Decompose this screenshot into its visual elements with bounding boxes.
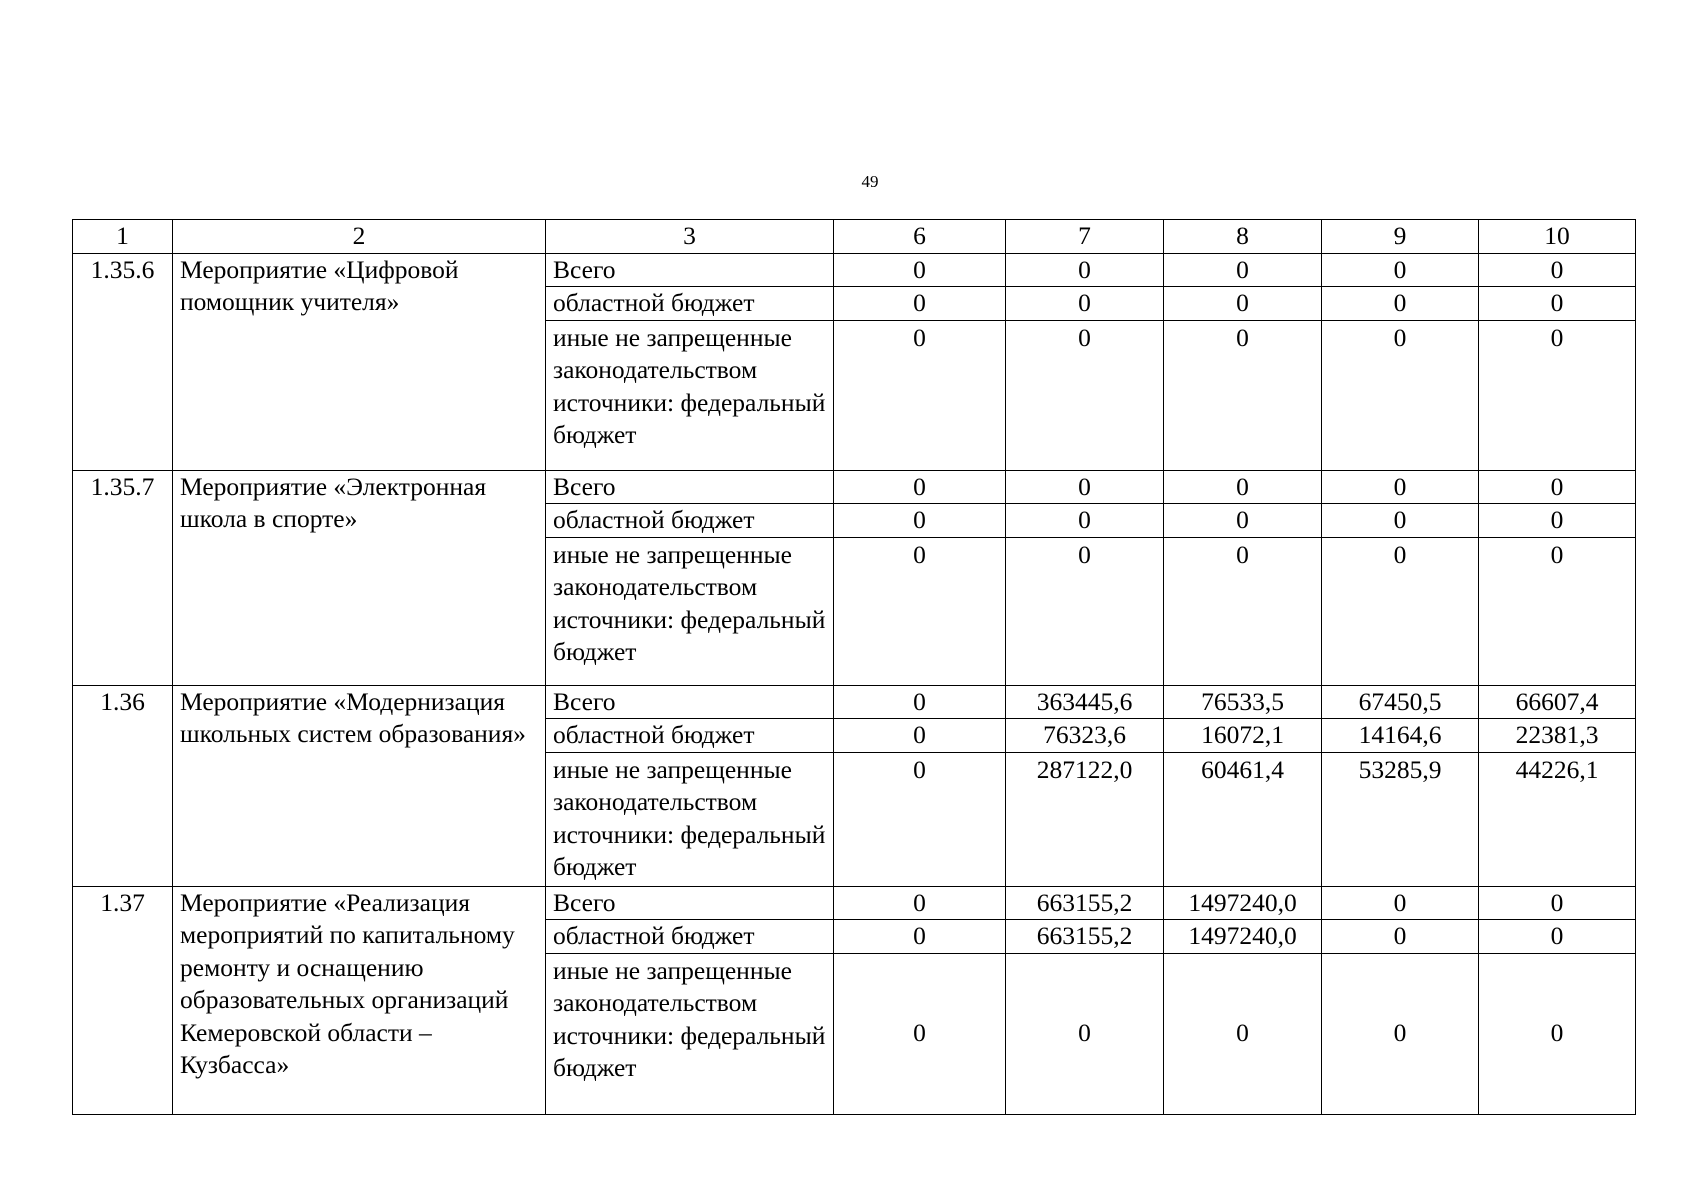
- value-cell: 0: [1164, 504, 1322, 538]
- value-cell: 0: [834, 253, 1006, 287]
- value-cell: 363445,6: [1006, 685, 1164, 719]
- value-cell: 76323,6: [1006, 719, 1164, 753]
- value-cell: 0: [1322, 253, 1479, 287]
- value-cell: 1497240,0: [1164, 886, 1322, 920]
- value-cell: 0: [1164, 537, 1322, 685]
- table-row: [73, 470, 1636, 504]
- value-cell: 0: [834, 719, 1006, 753]
- value-cell: 0: [1479, 470, 1636, 504]
- column-header: 6: [834, 220, 1006, 254]
- value-cell: 663155,2: [1006, 886, 1164, 920]
- value-cell: 0: [834, 752, 1006, 886]
- page-number: 49: [861, 172, 879, 191]
- value-cell: 0: [1479, 504, 1636, 538]
- item-name: Мероприятие «Модернизация школьных систем образования»: [173, 685, 546, 886]
- value-cell: 0: [1006, 320, 1164, 470]
- value-cell: 0: [834, 886, 1006, 920]
- value-cell: 0: [1479, 920, 1636, 954]
- value-cell: 0: [1164, 953, 1322, 1114]
- value-cell: 0: [1322, 953, 1479, 1114]
- value-cell: 0: [1479, 953, 1636, 1114]
- value-cell: 0: [834, 685, 1006, 719]
- value-cell: 0: [834, 287, 1006, 321]
- funding-source: иные не запрещенные законодательством источники: федеральный бюджет: [546, 752, 834, 886]
- item-number: 1.35.7: [73, 470, 173, 685]
- value-cell: 0: [1322, 920, 1479, 954]
- value-cell: 0: [834, 320, 1006, 470]
- value-cell: 0: [1164, 320, 1322, 470]
- value-cell: 1497240,0: [1164, 920, 1322, 954]
- header-row: [73, 220, 1636, 254]
- value-cell: 0: [1164, 287, 1322, 321]
- value-cell: 0: [1164, 253, 1322, 287]
- funding-source: Всего: [546, 886, 834, 920]
- funding-source: областной бюджет: [546, 287, 834, 321]
- value-cell: 14164,6: [1322, 719, 1479, 753]
- budget-table: [72, 219, 1636, 1115]
- value-cell: 0: [1479, 287, 1636, 321]
- item-number: 1.36: [73, 685, 173, 886]
- item-number: 1.35.6: [73, 253, 173, 470]
- item-name: Мероприятие «Цифровой помощник учителя»: [173, 253, 546, 470]
- value-cell: 0: [1164, 470, 1322, 504]
- value-cell: 0: [1006, 953, 1164, 1114]
- value-cell: 0: [1006, 470, 1164, 504]
- value-cell: 0: [834, 537, 1006, 685]
- value-cell: 53285,9: [1322, 752, 1479, 886]
- item-number: 1.37: [73, 886, 173, 1114]
- table-row: [73, 253, 1636, 287]
- value-cell: 0: [1322, 320, 1479, 470]
- funding-source: Всего: [546, 253, 834, 287]
- column-header: 8: [1164, 220, 1322, 254]
- value-cell: 0: [1006, 504, 1164, 538]
- item-name: Мероприятие «Реализация мероприятий по капитальному ремонту и оснащению образовательных организаций Кемеровской области – Кузбасса»: [173, 886, 546, 1114]
- column-header: 10: [1479, 220, 1636, 254]
- value-cell: 663155,2: [1006, 920, 1164, 954]
- funding-source: иные не запрещенные законодательством источники: федеральный бюджет: [546, 320, 834, 470]
- value-cell: 67450,5: [1322, 685, 1479, 719]
- value-cell: 0: [1006, 287, 1164, 321]
- funding-source: иные не запрещенные законодательством источники: федеральный бюджет: [546, 537, 834, 685]
- table-row: [73, 685, 1636, 719]
- value-cell: 16072,1: [1164, 719, 1322, 753]
- funding-source: иные не запрещенные законодательством источники: федеральный бюджет: [546, 953, 834, 1114]
- value-cell: 0: [1322, 504, 1479, 538]
- value-cell: 0: [1322, 537, 1479, 685]
- column-header: 1: [73, 220, 173, 254]
- value-cell: 22381,3: [1479, 719, 1636, 753]
- value-cell: 0: [1479, 320, 1636, 470]
- table-row: [73, 886, 1636, 920]
- funding-source: областной бюджет: [546, 920, 834, 954]
- item-name: Мероприятие «Электронная школа в спорте»: [173, 470, 546, 685]
- value-cell: 0: [834, 504, 1006, 538]
- value-cell: 76533,5: [1164, 685, 1322, 719]
- column-header: 2: [173, 220, 546, 254]
- value-cell: 0: [1322, 287, 1479, 321]
- value-cell: 0: [834, 920, 1006, 954]
- funding-source: областной бюджет: [546, 504, 834, 538]
- value-cell: 60461,4: [1164, 752, 1322, 886]
- value-cell: 0: [1479, 253, 1636, 287]
- value-cell: 44226,1: [1479, 752, 1636, 886]
- funding-source: Всего: [546, 685, 834, 719]
- value-cell: 0: [1006, 253, 1164, 287]
- column-header: 9: [1322, 220, 1479, 254]
- funding-source: областной бюджет: [546, 719, 834, 753]
- value-cell: 0: [1479, 886, 1636, 920]
- column-header: 7: [1006, 220, 1164, 254]
- value-cell: 0: [1479, 537, 1636, 685]
- value-cell: 0: [834, 953, 1006, 1114]
- value-cell: 66607,4: [1479, 685, 1636, 719]
- value-cell: 0: [1322, 886, 1479, 920]
- value-cell: 0: [1322, 470, 1479, 504]
- funding-source: Всего: [546, 470, 834, 504]
- value-cell: 0: [834, 470, 1006, 504]
- value-cell: 287122,0: [1006, 752, 1164, 886]
- value-cell: 0: [1006, 537, 1164, 685]
- column-header: 3: [546, 220, 834, 254]
